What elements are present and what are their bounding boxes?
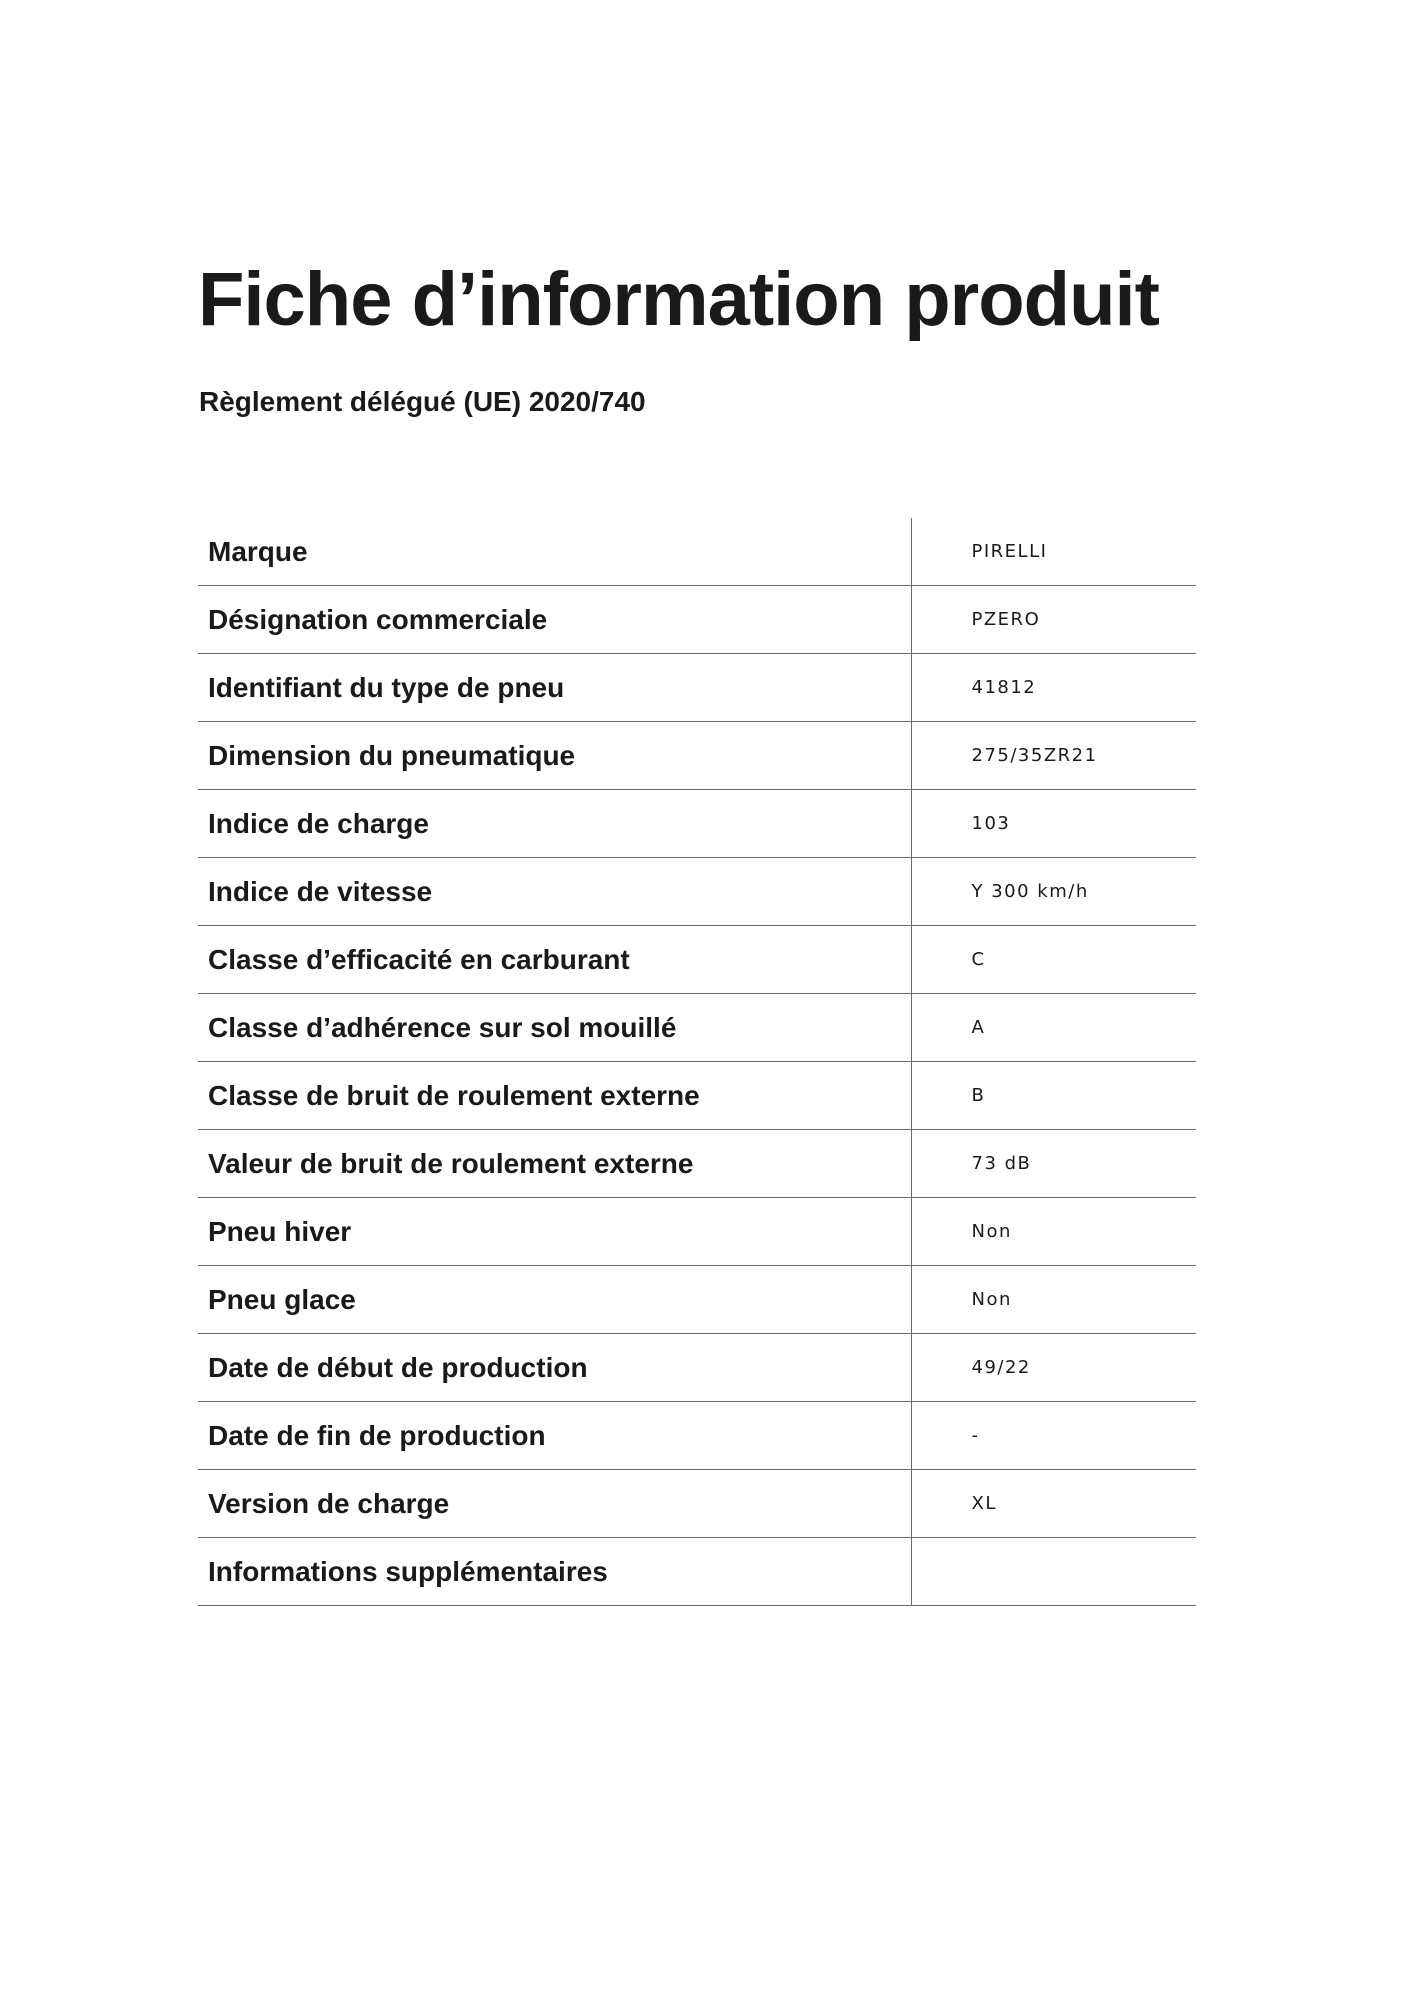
row-value-designation: PZERO: [911, 586, 1196, 654]
row-value-identifiant: 41812: [911, 654, 1196, 722]
table-row: [198, 994, 1196, 1062]
table-row: [198, 926, 1196, 994]
row-value-indice-vitesse: Y 300 km/h: [911, 858, 1196, 926]
row-value-marque: PIRELLI: [911, 518, 1196, 586]
table-row: [198, 1062, 1196, 1130]
table-row: [198, 1402, 1196, 1470]
row-value-indice-charge: 103: [911, 790, 1196, 858]
row-value-adherence: A: [911, 994, 1196, 1062]
row-value-classe-bruit: B: [911, 1062, 1196, 1130]
row-value-debut-production: 49/22: [911, 1334, 1196, 1402]
table-row: [198, 858, 1196, 926]
page-title: Fiche d’information produit: [198, 257, 1159, 342]
row-label-debut-production: Date de début de production: [198, 1334, 911, 1402]
table-row: [198, 1130, 1196, 1198]
row-value-dimension: 275/35ZR21: [911, 722, 1196, 790]
row-label-marque: Marque: [198, 518, 911, 586]
row-label-indice-vitesse: Indice de vitesse: [198, 858, 911, 926]
row-label-pneu-glace: Pneu glace: [198, 1266, 911, 1334]
row-value-fin-production: -: [911, 1402, 1196, 1470]
row-label-informations-supplementaires: Informations supplémentaires: [198, 1538, 911, 1606]
row-label-adherence: Classe d’adhérence sur sol mouillé: [198, 994, 911, 1062]
product-info-table: [198, 518, 1196, 1606]
row-value-pneu-hiver: Non: [911, 1198, 1196, 1266]
table-row: [198, 1334, 1196, 1402]
table-row: [198, 518, 1196, 586]
row-value-efficacite-carburant: C: [911, 926, 1196, 994]
page-subtitle: Règlement délégué (UE) 2020/740: [199, 386, 646, 417]
row-value-version-charge: XL: [911, 1470, 1196, 1538]
table-row: [198, 586, 1196, 654]
row-label-identifiant: Identifiant du type de pneu: [198, 654, 911, 722]
table-row: [198, 1198, 1196, 1266]
table-row: [198, 1470, 1196, 1538]
row-label-designation: Désignation commerciale: [198, 586, 911, 654]
row-label-valeur-bruit: Valeur de bruit de roulement externe: [198, 1130, 911, 1198]
row-value-informations-supplementaires: [911, 1538, 1196, 1606]
table-row: [198, 1538, 1196, 1606]
row-label-fin-production: Date de fin de production: [198, 1402, 911, 1470]
row-label-efficacite-carburant: Classe d’efficacité en carburant: [198, 926, 911, 994]
table-row: [198, 722, 1196, 790]
row-label-pneu-hiver: Pneu hiver: [198, 1198, 911, 1266]
row-value-pneu-glace: Non: [911, 1266, 1196, 1334]
row-label-indice-charge: Indice de charge: [198, 790, 911, 858]
row-label-dimension: Dimension du pneumatique: [198, 722, 911, 790]
row-label-version-charge: Version de charge: [198, 1470, 911, 1538]
table-row: [198, 654, 1196, 722]
row-value-valeur-bruit: 73 dB: [911, 1130, 1196, 1198]
row-label-classe-bruit: Classe de bruit de roulement externe: [198, 1062, 911, 1130]
table-row: [198, 1266, 1196, 1334]
table-row: [198, 790, 1196, 858]
